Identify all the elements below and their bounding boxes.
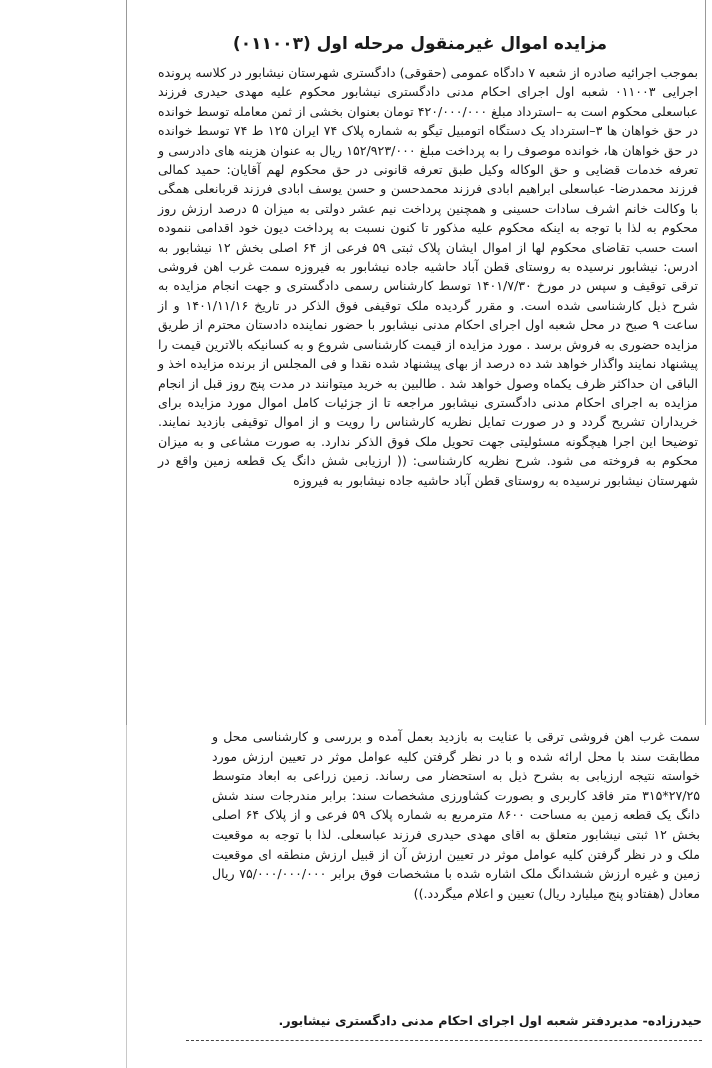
notice-signature: حیدرزاده- مدیردفتر شعبه اول اجرای احکام مدنی دادگستری نیشابور.	[278, 1013, 702, 1028]
notice-body-part2: سمت غرب اهن فروشی ترقی با عنایت به بازدید بعمل آمده و بررسی و کارشناسی محل و مطابقت سند با محل ارائه شده و با در نظر گرفتن کلیه عوامل موثر در تعیین ارزش مورد خواسته نتیجه ارزیابی به بشرح ذیل به استحضار می رساند. زمین زراعی به ابعاد متوسط ۲۷/۲۵*۳۱۵ متر فاقد کاربری و بصورت کشاورزی مشخصات سند: برابر مندرجات سند شش دانگ یک قطعه زمین به مساحت ۸۶۰۰ مترمربع به شماره پلاک ۵۹ فرعی و از پلاک ۶۴ اصلی بخش ۱۲ ثبتی نیشابور متعلق به اقای مهدی حیدری فرزند عباسعلی. لذا با توجه به موقعیت ملک و در نظر گرفتن کلیه عوامل موثر در تعیین ارزش آن از قبیل ارزش منطقه ای موقعیت زمین و غیره ارزش ششدانگ ملک اشاره شده با مشخصات فوق برابر ۷۵/۰۰۰/۰۰۰/۰۰۰ ریال معادل (هفتادو پنج میلیارد ریال) تعیین و اعلام میگردد.))	[212, 729, 701, 901]
notice-title: مزایده اموال غیرمنقول مرحله اول (۰۱۱۰۰۳)	[232, 34, 608, 54]
notice-body-part1: بموجب اجرائیه صادره از شعبه ۷ دادگاه عمومی (حقوقی) دادگستری شهرستان نیشابور در کلاسه پرونده اجرایی ۰۱۱۰۰۳ شعبه اول اجرای احکام مدنی دادگستری نیشابور محکوم علیه مهدی حیدری فرزند عباسعلی محکوم است به –استرداد مبلغ ۴۲۰/۰۰۰/۰۰۰ تومان بعنوان بخشی از ثمن معامله توسط خوانده در حق خواهان ها ۳–استرداد یک دستگاه اتومبیل تیگو به شماره پلاک ۷۴ ایران ۱۲۵ ط ۷۴ توسط خوانده در حق خواهان ها، خوانده موصوف را به پرداخت مبلغ ۱۵۲/۹۲۳/۰۰۰ ریال به عنوان هزینه های دادرسی و تعرفه خدمات قضایی و حق الوکاله وکیل طبق تعرفه قانونی در حق محکوم لهم آقایان: حمید کمالی فرزند محمدرضا- عباسعلی ابراهیم ابادی فرزند محمدحسن و حسن یوسف ابادی فرزند قربانعلی همگی با وکالت خانم اشرف سادات حسینی و همچنین پرداخت نیم عشر دولتی به میزان ۵ درصد ارزش روز محکوم به لذا با توجه به اینکه محکوم علیه مذکور تا کنون نسبت به پرداخت دیون خود اقدامی ننموده است حسب تقاضای محکوم لها از اموال ایشان پلاک ثبتی ۵۹ فرعی از ۶۴ اصلی بخش ۱۲ نیشابور به ادرس: نیشابور نرسیده به روستای قطن آباد حاشیه جاده نیشابور به فیروزه سمت غرب اهن فروشی ترقی توقیف و سپس در مورخ ۱۴۰۱/۷/۳۰ توسط کارشناس رسمی دادگستری و جهت انجام مزایده به شرح ذیل کارشناسی شده است. و مقرر گردیده ملک توقیفی فوق الذکر در تاریخ ۱۴۰۱/۱۱/۱۶ و از ساعت ۹ صبح در محل شعبه اول اجرای احکام مدنی نیشابور با حضور نماینده دادستان محترم از طریق مزایده حضوری به فروش برسد . مورد مزایده از قیمت کارشناسی شروع و به کسانیکه بالاترین قیمت را پیشنهاد نمایند واگذار خواهد شد ده درصد از بهای پیشنهاد شده نقدا و فی المجلس از برنده مزایده اخذ و الباقی ان حداکثر ظرف یکماه وصول خواهد شد . طالبین به خرید میتوانند در مدت پنج روز قبل از انجام مزایده به اجرای احکام مدنی دادگستری نیشابور مراجعه تا از جزئیات کامل اموال مورد مزایده برای خریداران تشریح گردد و در صورت تمایل نظریه کارشناس را رویت و از اموال توقیفی بازدید نمایند. توضیحا این اجرا هیچگونه مسئولیتی جهت تحویل ملک فوق الذکر ندارد. به صورت مشاعی و به میزان محکوم به فروخته می شود. شرح نظریه کارشناسی: (( ارزیابی شش دانگ یک قطعه زمین واقع در شهرستان نیشابور نرسیده به روستای قطن آباد حاشیه جاده نیشابور به فیروزه	[158, 65, 699, 488]
bottom-divider	[186, 1040, 702, 1041]
column-divider-left	[126, 0, 127, 725]
column-divider-right	[705, 0, 706, 725]
